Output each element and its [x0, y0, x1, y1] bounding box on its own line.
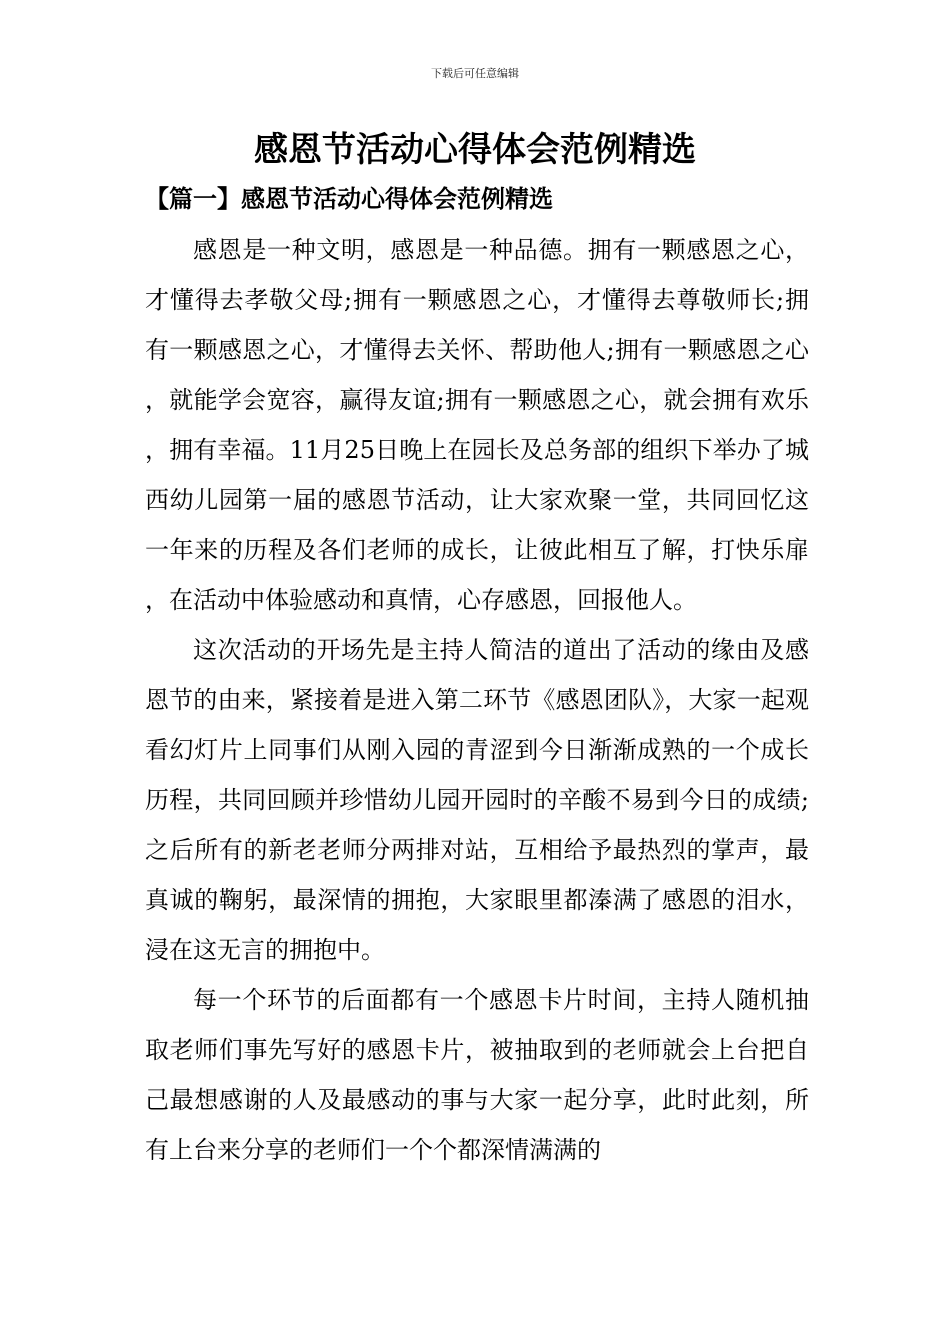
- section-heading: 【篇一】感恩节活动心得体会范例精选: [145, 184, 553, 213]
- document-title: 感恩节活动心得体会范例精选: [254, 130, 696, 170]
- paragraph: 这次活动的开场先是主持人简洁的道出了活动的缘由及感恩节的由来，紧接着是进入第二环节《感恩团队》，大家一起观看幻灯片上同事们从刚入园的青涩到今日渐渐成熟的一个成长历程，共同回顾并珍惜幼儿园开园时的辛酸不易到今日的成绩;之后所有的新老老师分两排对站，互相给予最热烈的掌声，最真诚的鞠躬，最深情的拥抱，大家眼里都溱满了感恩的泪水，浸在这无言的拥抱中。: [145, 636, 809, 964]
- paragraph: 每一个环节的后面都有一个感恩卡片时间，主持人随机抽取老师们事先写好的感恩卡片，被抽取到的老师就会上台把自己最想感谢的人及最感动的事与大家一起分享，此时此刻，所有上台来分享的老师们一个个都深情满满的: [145, 986, 809, 1164]
- paragraph: 感恩是一种文明，感恩是一种品德。拥有一颗感恩之心，才懂得去孝敬父母;拥有一颗感恩之心，才懂得去尊敬师长;拥有一颗感恩之心，才懂得去关怀、帮助他人;拥有一颗感恩之心，就能学会宽容，赢得友谊;拥有一颗感恩之心，就会拥有欢乐，拥有幸福。11月25日晚上在园长及总务部的组织下举办了城西幼儿园第一届的感恩节活动，让大家欢聚一堂，共同回忆这一年来的历程及各们老师的成长，让彼此相互了解，打快乐扉，在活动中体验感动和真情，心存感恩，回报他人。: [145, 236, 809, 614]
- document-body: [145, 225, 809, 1175]
- header-note: 下载后可任意编辑: [431, 67, 519, 80]
